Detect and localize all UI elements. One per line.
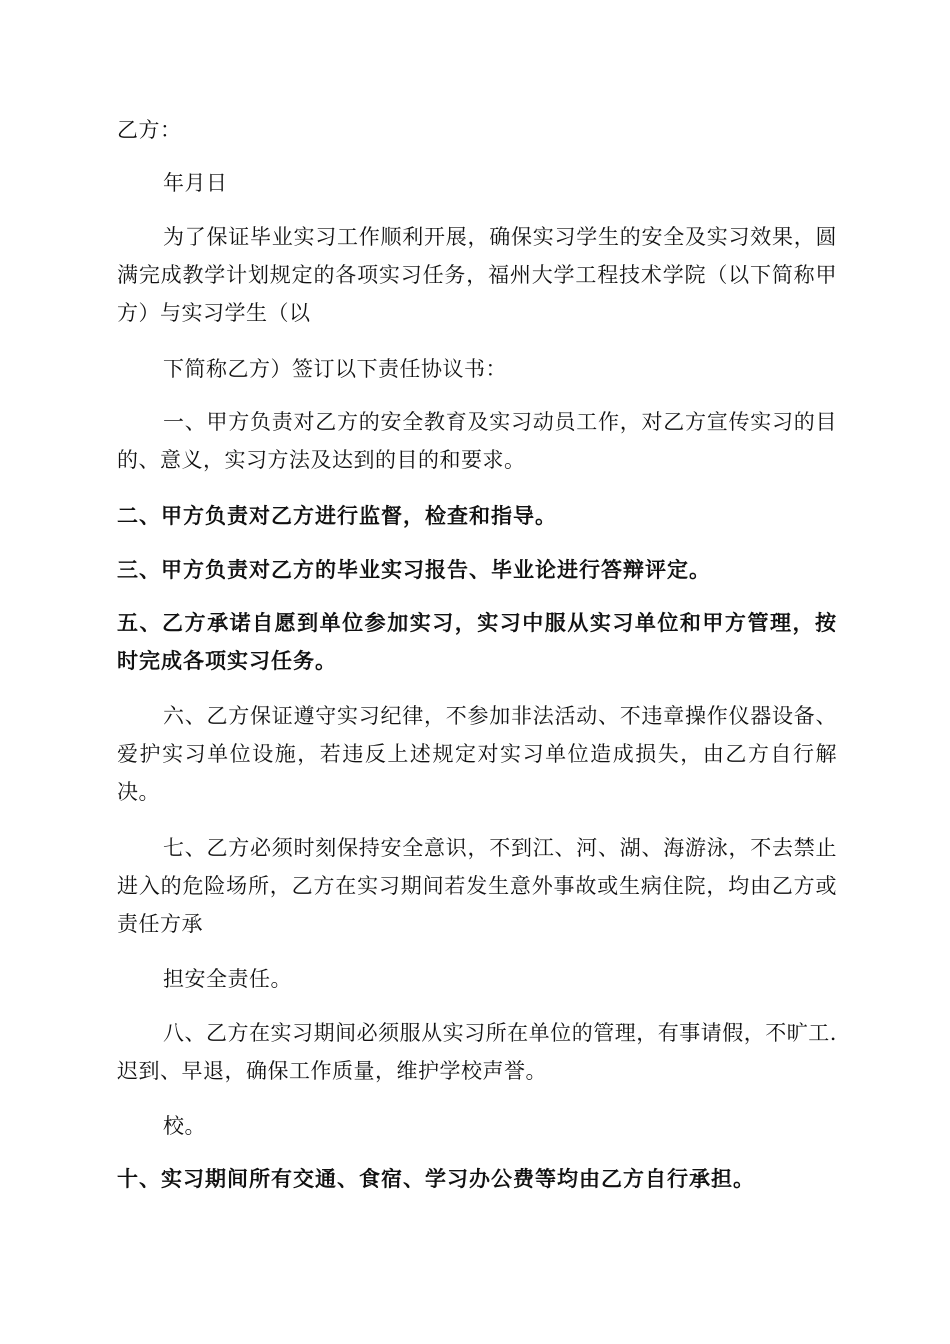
- clause-1: 一、甲方负责对乙方的安全教育及实习动员工作，对乙方宣传实习的目的、意义，实习方法及达到的目的和要求。: [117, 410, 837, 472]
- date-line: 年月日: [163, 171, 228, 195]
- intro-paragraph: 为了保证毕业实习工作顺利开展，确保实习学生的安全及实习效果，圆满完成教学计划规定的各项实习任务，福州大学工程技术学院（以下简称甲方）与实习学生（以: [117, 225, 837, 325]
- clause-2: 二、甲方负责对乙方进行监督，检查和指导。: [117, 504, 557, 528]
- clause-7-continuation: 担安全责任。: [163, 967, 292, 991]
- party-b-label: 乙方：: [117, 118, 182, 142]
- clause-10: 十、实习期间所有交通、食宿、学习办公费等均由乙方自行承担。: [117, 1167, 755, 1191]
- clause-7: 七、乙方必须时刻保持安全意识，不到江、河、湖、海游泳，不去禁止进入的危险场所，乙方在实习期间若发生意外事故或生病住院，均由乙方或责任方承: [117, 836, 837, 936]
- clause-6: 六、乙方保证遵守实习纪律，不参加非法活动、不违章操作仪器设备、爱护实习单位设施，若违反上述规定对实习单位造成损失，由乙方自行解决。: [117, 704, 837, 804]
- intro-continuation: 下简称乙方）签订以下责任协议书：: [163, 357, 507, 381]
- clause-3: 三、甲方负责对乙方的毕业实习报告、毕业论进行答辩评定。: [117, 558, 711, 582]
- clause-8: 八、乙方在实习期间必须服从实习所在单位的管理，有事请假，不旷工. 迟到、早退，确保工作质量，维护学校声誉。: [117, 1021, 837, 1083]
- clause-8-continuation: 校。: [163, 1114, 206, 1138]
- clause-5: 五、乙方承诺自愿到单位参加实习，实习中服从实习单位和甲方管理，按时完成各项实习任务。: [117, 611, 837, 673]
